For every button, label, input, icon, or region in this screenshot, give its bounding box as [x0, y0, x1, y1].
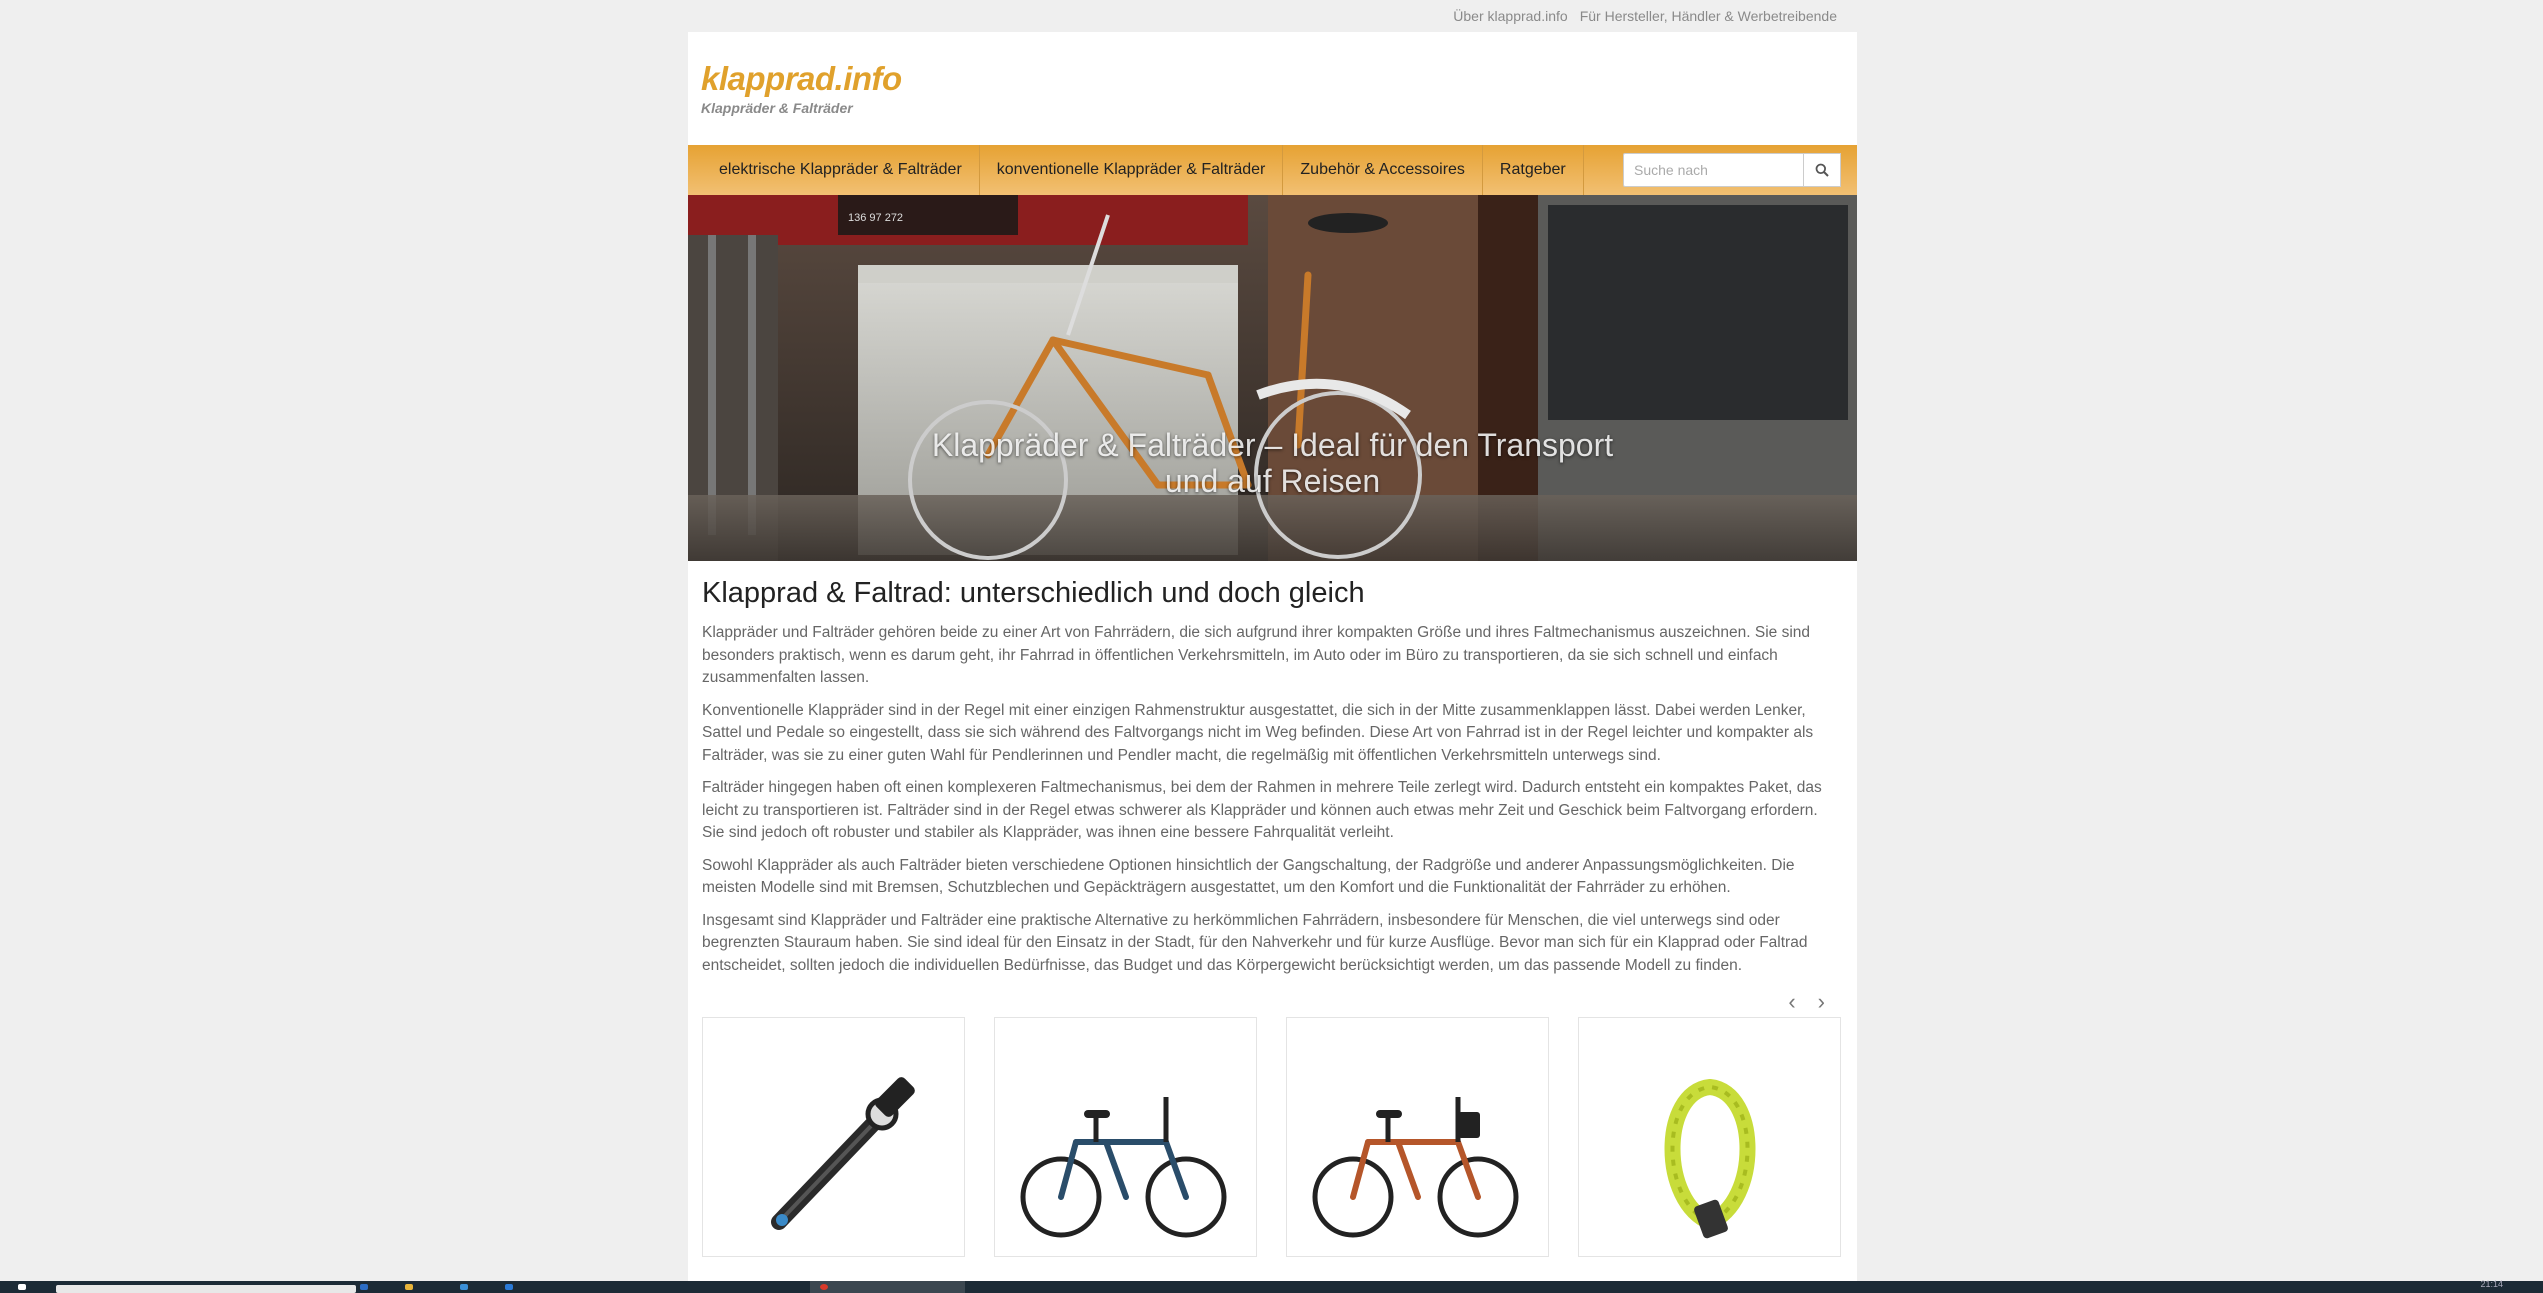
nav-item-accessories[interactable]: Zubehör & Accessoires	[1283, 145, 1483, 195]
product-card-folding-bike-blue[interactable]	[994, 1017, 1257, 1257]
chevron-left-icon[interactable]: ‹	[1788, 989, 1796, 1014]
taskbar-clock: 21:14	[2480, 1279, 2503, 1289]
folding-ebike-orange-image	[1308, 1082, 1528, 1242]
taskbar-app-icon[interactable]	[505, 1284, 513, 1290]
taskbar-app-icon[interactable]	[405, 1284, 413, 1290]
os-taskbar	[0, 1281, 2543, 1293]
product-card-bike-lock[interactable]	[1578, 1017, 1841, 1257]
product-carousel	[702, 1017, 1843, 1257]
start-icon[interactable]	[18, 1284, 26, 1290]
hero-caption-line-2: und auf Reisen	[1164, 463, 1381, 499]
taskbar-app-icon[interactable]	[460, 1284, 468, 1290]
hero-banner	[688, 195, 1857, 561]
site-header	[688, 32, 1857, 145]
about-link[interactable]: Über klapprad.info	[1453, 8, 1568, 24]
search-icon	[1815, 163, 1829, 177]
main-nav	[688, 145, 1857, 195]
hero-caption	[688, 427, 1857, 499]
nav-item-guide[interactable]: Ratgeber	[1483, 145, 1584, 195]
taskbar-app-icon[interactable]	[360, 1284, 368, 1290]
paragraph: Sowohl Klappräder als auch Falträder bieten verschiedene Optionen hinsichtlich der Gangschaltung, der Radgröße und anderer Anpassungsmöglichkeiten. Die meisten Modelle sind mit Bremsen, Schutzblechen und Gepäckträgern ausgestattet, um den Komfort und die Funktionalität der Fahrräder zu erhöhen.	[702, 856, 1795, 896]
search-button[interactable]	[1803, 153, 1841, 187]
product-card-folding-bike-orange[interactable]	[1286, 1017, 1549, 1257]
search-input[interactable]	[1623, 153, 1803, 187]
nav-item-conventional[interactable]: konventionelle Klappräder & Falträder	[980, 145, 1284, 195]
hero-bicycle-photo	[688, 195, 1857, 561]
folding-bike-blue-image	[1016, 1082, 1236, 1242]
paragraph: Falträder hingegen haben oft einen komplexeren Faltmechanismus, bei dem der Rahmen in mehrere Teile zerlegt wird. Dadurch entsteht ein kompaktes Paket, das leicht zu transportieren ist. Falträder sind in der Regel etwas schwerer als Klappräder und können auch etwas mehr Zeit und Geschick beim Faltvorgang erfordern. Sie sind jedoch oft robuster und stabiler als Klappräder, was ihnen eine bessere Fahrqualität verleiht.	[702, 779, 1822, 841]
chevron-right-icon[interactable]: ›	[1817, 989, 1825, 1014]
paragraph: Konventionelle Klappräder sind in der Regel mit einer einzigen Rahmenstruktur ausgestattet, die sich in der Mitte zusammenklappen lässt. Dabei werden Lenker, Sattel und Pedale so eingestellt, dass sie sich während des Faltvorgangs nicht im Weg befinden. Diese Art von Fahrrad ist in der Regel leichter und kompakter als Falträder, was sie zu einer guten Wahl für Pendlerinnen und Pendler macht, die regelmäßig mit öffentlichen Verkehrsmitteln unterwegs sind.	[702, 701, 1814, 764]
hero-caption-line-1: Klappräder & Falträder – Ideal für den Transport	[931, 427, 1614, 463]
chain-lock-image	[1610, 1052, 1810, 1242]
main-content	[688, 561, 1857, 1257]
taskbar-active-window[interactable]	[810, 1281, 965, 1293]
carousel-controls	[702, 991, 1843, 1013]
top-bar	[688, 0, 1857, 32]
page-title: Klapprad & Faltrad: unterschiedlich und doch gleich	[702, 577, 1365, 609]
hero-sign-text: 136 97 272	[848, 212, 904, 224]
search-form	[1623, 153, 1841, 187]
chrome-icon[interactable]	[820, 1284, 828, 1290]
paragraph: Klappräder und Falträder gehören beide zu einer Art von Fahrrädern, die sich aufgrund ihrer kompakten Größe und ihres Faltmechanismus auszeichnen. Sie sind besonders praktisch, wenn es darum geht, ihr Fahrrad in öffentlichen Verkehrsmitteln, im Auto oder im Büro zu transportieren, da sie sich schnell und einfach zusammenfalten lassen.	[702, 624, 1811, 686]
page	[688, 0, 1857, 1281]
site-logo[interactable]: klapprad.info	[701, 60, 902, 97]
nav-item-electric[interactable]: elektrische Klappräder & Falträder	[702, 145, 980, 195]
paragraph: Insgesamt sind Klappräder und Falträder eine praktische Alternative zu herkömmlichen Fahrrädern, insbesondere für Menschen, die viel unterwegs sind oder begrenzten Stauraum haben. Sie sind ideal für den Einsatz in der Stadt, für den Nahverkehr und für kurze Ausflüge. Bevor man sich für ein Klapprad oder Faltrad entscheidet, sollten jedoch die individuellen Bedürfnisse, das Budget und das Körpergewicht berücksichtigt werden, um das passende Modell zu finden.	[702, 911, 1808, 974]
product-card-pump[interactable]	[702, 1017, 965, 1257]
partners-link[interactable]: Für Hersteller, Händler & Werbetreibende	[1579, 8, 1837, 24]
search-taskbar-icon[interactable]	[56, 1285, 356, 1293]
site-tagline: Klappräder & Falträder	[701, 100, 853, 116]
bike-pump-image	[734, 1042, 934, 1242]
